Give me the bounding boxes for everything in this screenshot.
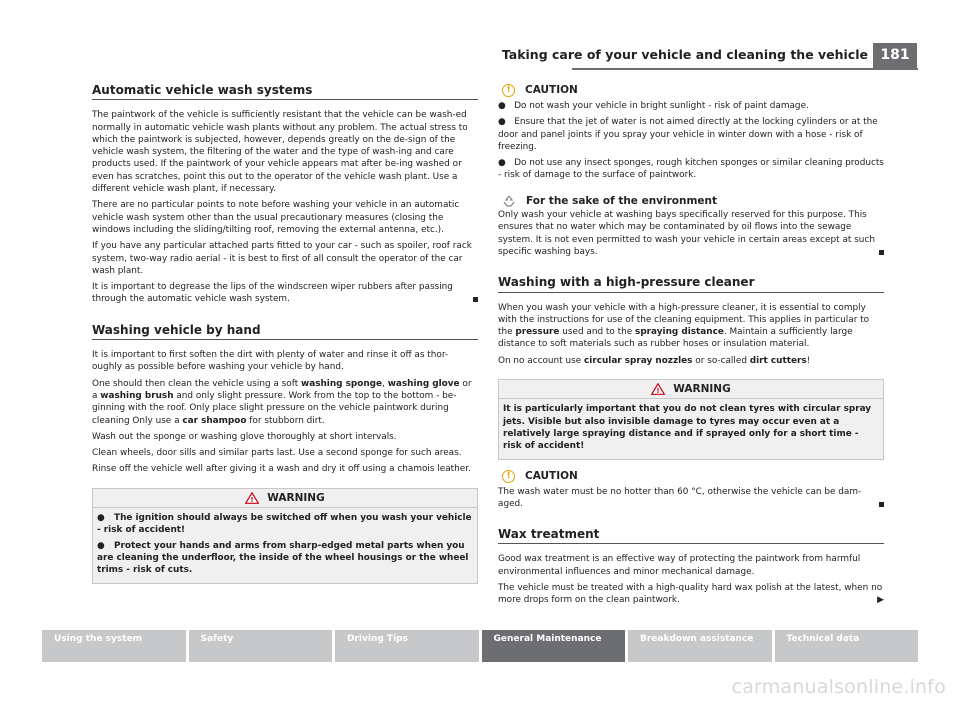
warning-item: ● Protect your hands and arms from sharp-edged metal parts when you are cleaning the underfloor, the inside of the wheel housings or the wheel trims - risk of cuts. xyxy=(97,540,469,576)
tab-technical-data[interactable]: Technical data xyxy=(775,630,919,662)
paragraph: One should then clean the vehicle using a soft washing sponge, washing glove or a washing brush and only slight pressure. Work from the top to the bottom - be-ginning with the roof. Only place slight pressure on the vehicle paintwork during cleaning Only use a car shampoo for stubborn dirt. xyxy=(92,378,472,426)
page-number: 181 xyxy=(873,43,917,68)
caution-item: ● Do not wash your vehicle in bright sunlight - risk of paint damage. xyxy=(498,101,809,111)
tab-safety[interactable]: Safety xyxy=(189,630,333,662)
caution-text: The wash water must be no hotter than 60 °C, otherwise the vehicle can be dam-aged. xyxy=(498,486,884,511)
warning-text: It is particularly important that you do not clean tyres with circular spray jets. Visible but also invisible damage to tyres may occur even at a relatively large spraying distance and if sprayed only for a short time - risk of accident! xyxy=(503,404,872,452)
warning-header xyxy=(499,380,883,399)
continue-arrow-icon: ▶ xyxy=(877,595,884,606)
warning-label: WARNING xyxy=(267,491,325,504)
environment-text: Only wash your vehicle at washing bays specifically reserved for this purpose. This ensures that no water which may be contaminated by oil flows into the sewage system. It is not even permitted to wash your vehicle in certain areas except at such specific washing bays. xyxy=(498,209,884,258)
page-title: Taking care of your vehicle and cleaning the vehicle xyxy=(501,47,868,62)
warning-item: ● The ignition should always be switched off when you wash your vehicle - risk of accident! xyxy=(97,513,472,536)
section-end-marker xyxy=(879,502,884,507)
paragraph: The vehicle must be treated with a high-quality hard wax polish at the latest, when no more drops form on the clean paintwork. ▶ xyxy=(498,583,884,606)
paragraph: On no account use circular spray nozzles or so-called dirt cutters! xyxy=(498,355,811,366)
chapter-nav xyxy=(42,630,918,662)
paragraph: When you wash your vehicle with a high-pressure cleaner, it is essential to comply with the instructions for use of the cleaning equipment. This applies in particular to the pressure used and to the spraying distance. Maintain a sufficiently large distance to soft materials such as rubber hoses or insulation material. xyxy=(498,302,870,350)
warning-box xyxy=(498,379,884,459)
paragraph: The paintwork of the vehicle is sufficiently resistant that the vehicle can be wash-ed normally in automatic vehicle wash plants without any problem. The actual stress to which the paintwork is subjected, however, depends greatly on the de-sign of the vehicle wash system, the filtering of the water and the type of wash-ing and care products used. If the paintwork of your vehicle appears mat after be-ing washed or even has scratches, point this out to the operator of the vehicle wash plant. Use a different vehicle wash plant, if necessary. xyxy=(92,110,468,195)
paragraph: Good wax treatment is an effective way of protecting the paintwork from harmful environmental influences and minor mechanical damage. xyxy=(498,554,861,577)
paragraph: There are no particular points to note before washing your vehicle in an automatic vehicle wash system other than the usual precautionary measures (closing the windows including the sliding/tilting roof, removing the external antenna, etc.). xyxy=(92,200,460,235)
header-rule xyxy=(572,68,918,70)
section-title-automatic-wash: Automatic vehicle wash systems xyxy=(92,84,478,100)
paragraph: If you have any particular attached parts fitted to your car - such as spoiler, roof rack system, two-way radio aerial - it is best to first of all consult the operator of the car wash plant. xyxy=(92,241,472,276)
section-title-hand-wash: Washing vehicle by hand xyxy=(92,324,478,340)
paragraph: Wash out the sponge or washing glove thoroughly at short intervals. xyxy=(92,431,397,442)
paragraph-text: It is important to degrease the lips of the windscreen wiper rubbers after passing through the automatic vehicle wash system. xyxy=(92,282,453,305)
caution-label: CAUTION xyxy=(525,84,578,97)
environment-label: For the sake of the environment xyxy=(526,194,718,207)
paragraph: Clean wheels, door sills and similar parts last. Use a second sponge for such areas. xyxy=(92,448,462,459)
section-end-marker xyxy=(473,297,478,302)
caution-item: ● Ensure that the jet of water is not aimed directly at the locking cylinders or at the door and panel joints if you spray your vehicle in winter down with a hose - risk of freezing. xyxy=(498,117,878,152)
caution-header xyxy=(498,84,884,97)
svg-text:!: ! xyxy=(250,495,254,504)
caution-icon: ! xyxy=(502,470,515,483)
caution-label: CAUTION xyxy=(525,469,578,482)
section-title-wax: Wax treatment xyxy=(498,528,884,544)
caution-header xyxy=(498,470,884,483)
warning-header xyxy=(93,489,477,508)
right-column xyxy=(498,84,884,611)
warning-box xyxy=(92,488,478,584)
left-column xyxy=(92,84,478,584)
watermark: carmanualsonline.info xyxy=(731,676,946,698)
svg-text:!: ! xyxy=(656,387,660,396)
section-title-high-pressure: Washing with a high-pressure cleaner xyxy=(498,276,884,292)
tab-breakdown-assistance[interactable]: Breakdown assistance xyxy=(628,630,772,662)
warning-triangle-icon xyxy=(245,492,259,504)
section-end-marker xyxy=(879,250,884,255)
tab-using-the-system[interactable]: Using the system xyxy=(42,630,186,662)
environment-header xyxy=(498,195,884,207)
caution-item: ● Do not use any insect sponges, rough kitchen sponges or similar cleaning products - risk of damage to the surface of paintwork. xyxy=(498,158,884,181)
tab-driving-tips[interactable]: Driving Tips xyxy=(335,630,479,662)
paragraph: It is important to first soften the dirt with plenty of water and rinse it off as thor-oughly as possible before washing your vehicle by hand. xyxy=(92,350,449,373)
tab-general-maintenance[interactable]: General Maintenance xyxy=(482,630,626,662)
paragraph: Rinse off the vehicle well after giving it a wash and dry it off using a chamois leather. xyxy=(92,464,471,475)
caution-icon: ! xyxy=(502,84,515,97)
recycling-icon xyxy=(502,195,516,207)
warning-triangle-icon xyxy=(651,383,665,395)
warning-label: WARNING xyxy=(673,383,731,396)
paragraph xyxy=(92,281,478,306)
